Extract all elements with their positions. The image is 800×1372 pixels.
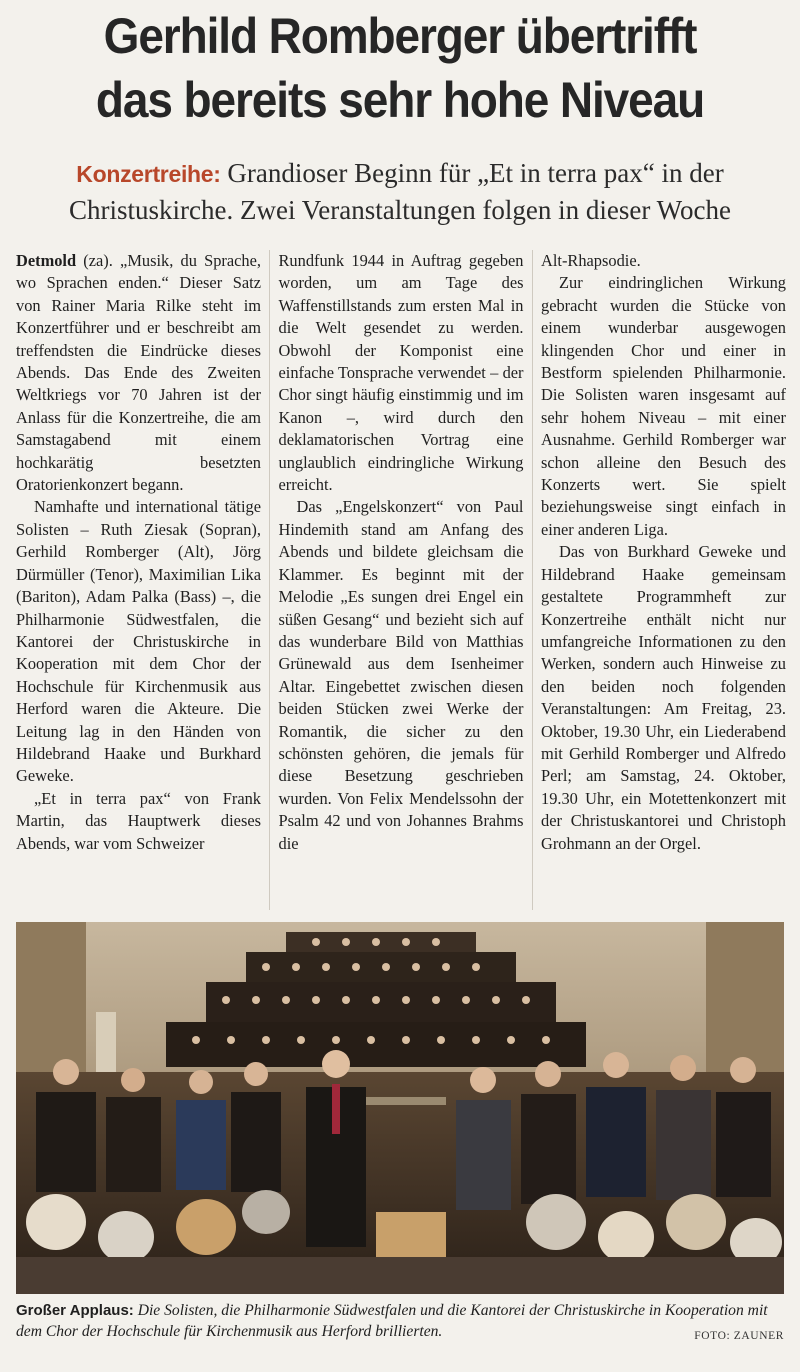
caption-label: Großer Applaus: bbox=[16, 1302, 134, 1319]
paragraph: Das von Burkhard Geweke und Hildebrand Haake gemeinsam gestaltete Programmheft zur Konzertreihe enthält nicht nur umfangreiche Informationen zu den Werken, sondern auch Hinweise zu den beiden noch folgenden Veranstaltungen: Am Freitag, 23. Oktober, 19.30 Uhr, ein Liederabend mit Gerhild Romberger und Alfredo Perl; am Samstag, 24. Oktober, 19.30 Uhr, ein Motettenkonzert mit der Christuskantorei und Christoph Grohmann an der Orgel. bbox=[541, 542, 786, 853]
paragraph bbox=[16, 250, 261, 496]
photo-caption bbox=[16, 1300, 786, 1342]
paragraph: „Et in terra pax“ von Frank Martin, das Hauptwerk dieses Abends, war vom Schweizer bbox=[16, 788, 261, 853]
paragraph: Alt-Rhapsodie. bbox=[541, 251, 641, 270]
subheadline-line-2: Christuskirche. Zwei Veranstaltungen folgen in dieser Woche bbox=[69, 195, 731, 225]
article-body bbox=[16, 250, 786, 910]
headline-line-1: Gerhild Romberger übertrifft bbox=[103, 8, 697, 64]
choir-row bbox=[166, 1022, 586, 1067]
article-column-2 bbox=[279, 250, 524, 910]
headline bbox=[32, 0, 768, 132]
article-column-3 bbox=[541, 250, 786, 910]
column-divider bbox=[532, 250, 533, 910]
subheadline bbox=[0, 155, 800, 228]
subheadline-line-1-text: Grandioser Beginn für „Et in terra pax“ in der bbox=[220, 158, 724, 188]
headline-line-2: das bereits sehr hohe Niveau bbox=[95, 72, 705, 128]
caption-text: Die Solisten, die Philharmonie Südwestfalen und die Kantorei der Christuskirche in Kooperation mit dem Chor der Hochschule für Kirchenmusik aus Herford brillierten. bbox=[16, 1302, 768, 1340]
photo-credit: FOTO: ZAUNER bbox=[694, 1330, 784, 1342]
subheadline-line-1 bbox=[0, 155, 800, 192]
dateline: Detmold bbox=[16, 251, 77, 270]
conductor-podium bbox=[376, 1212, 446, 1257]
paragraph-text: (za). „Musik, du Sprache, wo Sprachen enden.“ Dieser Satz von Rainer Maria Rilke steht im Konzertführer und er beschreibt am treffendsten die Eindrücke dieses Abends. Das Ende des Zweiten Weltkriegs vor 70 Jahren ist der Anlass für die Konzertreihe, die am Samstagabend mit einem hochkarätig besetzten Oratorienkonzert begann. bbox=[16, 251, 261, 495]
paragraph: Rundfunk 1944 in Auftrag gegeben worden, um am Tage des Waffenstillstands zum ersten Mal in die Welt gesendet zu werden. Obwohl der Komponist eine einfache Tonsprache verwendet – der Chor singt häufig einstimmig und im Kanon –, wird durch den deklamatorischen Vortrag eine unglaublich eindringliche Wirkung erreicht. bbox=[278, 251, 524, 495]
paragraph: Das „Engelskonzert“ von Paul Hindemith stand am Anfang des Abends und bildete gleichsam die Klammer. Es beginnt mit der Melodie „Es sungen drei Engel ein süßen Gesang“ und bezieht sich auf das wunderbare Bild von Matthias Grünewald aus dem Isenheimer Altar. Eingebettet zwischen diesen beiden Stücken zwei Werke der Romantik, die sicher zu den schönsten gehören, die jemals für diese Besetzung geschrieben wurden. Von Felix Mendelssohn der Psalm 42 und von Johannes Brahms die bbox=[278, 497, 524, 853]
concert-photo bbox=[16, 922, 784, 1294]
conductor-podium-stand bbox=[366, 1097, 446, 1105]
paragraph: Namhafte und international tätige Solisten – Ruth Ziesak (Sopran), Gerhild Romberger (Alt), Jörg Dürmüller (Tenor), Maximilian Lika (Bariton), Adam Palka (Bass) –, die Philharmonie Südwestfalen, die Kantorei der Christuskirche in Kooperation mit dem Chor der Hochschule für Kirchenmusik aus Herford waren die Akteure. Die Leitung lag in den Händen von Hildebrand Haake und Burkhard Geweke. bbox=[16, 497, 261, 786]
article-column-1 bbox=[16, 250, 261, 910]
paragraph: Zur eindringlichen Wirkung gebracht wurden die Stücke von einem wunderbar ausgewogen klingenden Chor und einer in Bestform spielenden Philharmonie. Die Solisten waren insgesamt auf sehr hohem Niveau – mit einer Ausnahme. Gerhild Romberger war schon alleine den Besuch des Konzerts wert. Sie spielt beziehungsweise singt einfach in einer anderen Liga. bbox=[541, 273, 786, 539]
kicker: Konzertreihe: bbox=[76, 161, 221, 187]
concert-photo-illustration bbox=[16, 922, 784, 1294]
column-divider bbox=[269, 250, 270, 910]
